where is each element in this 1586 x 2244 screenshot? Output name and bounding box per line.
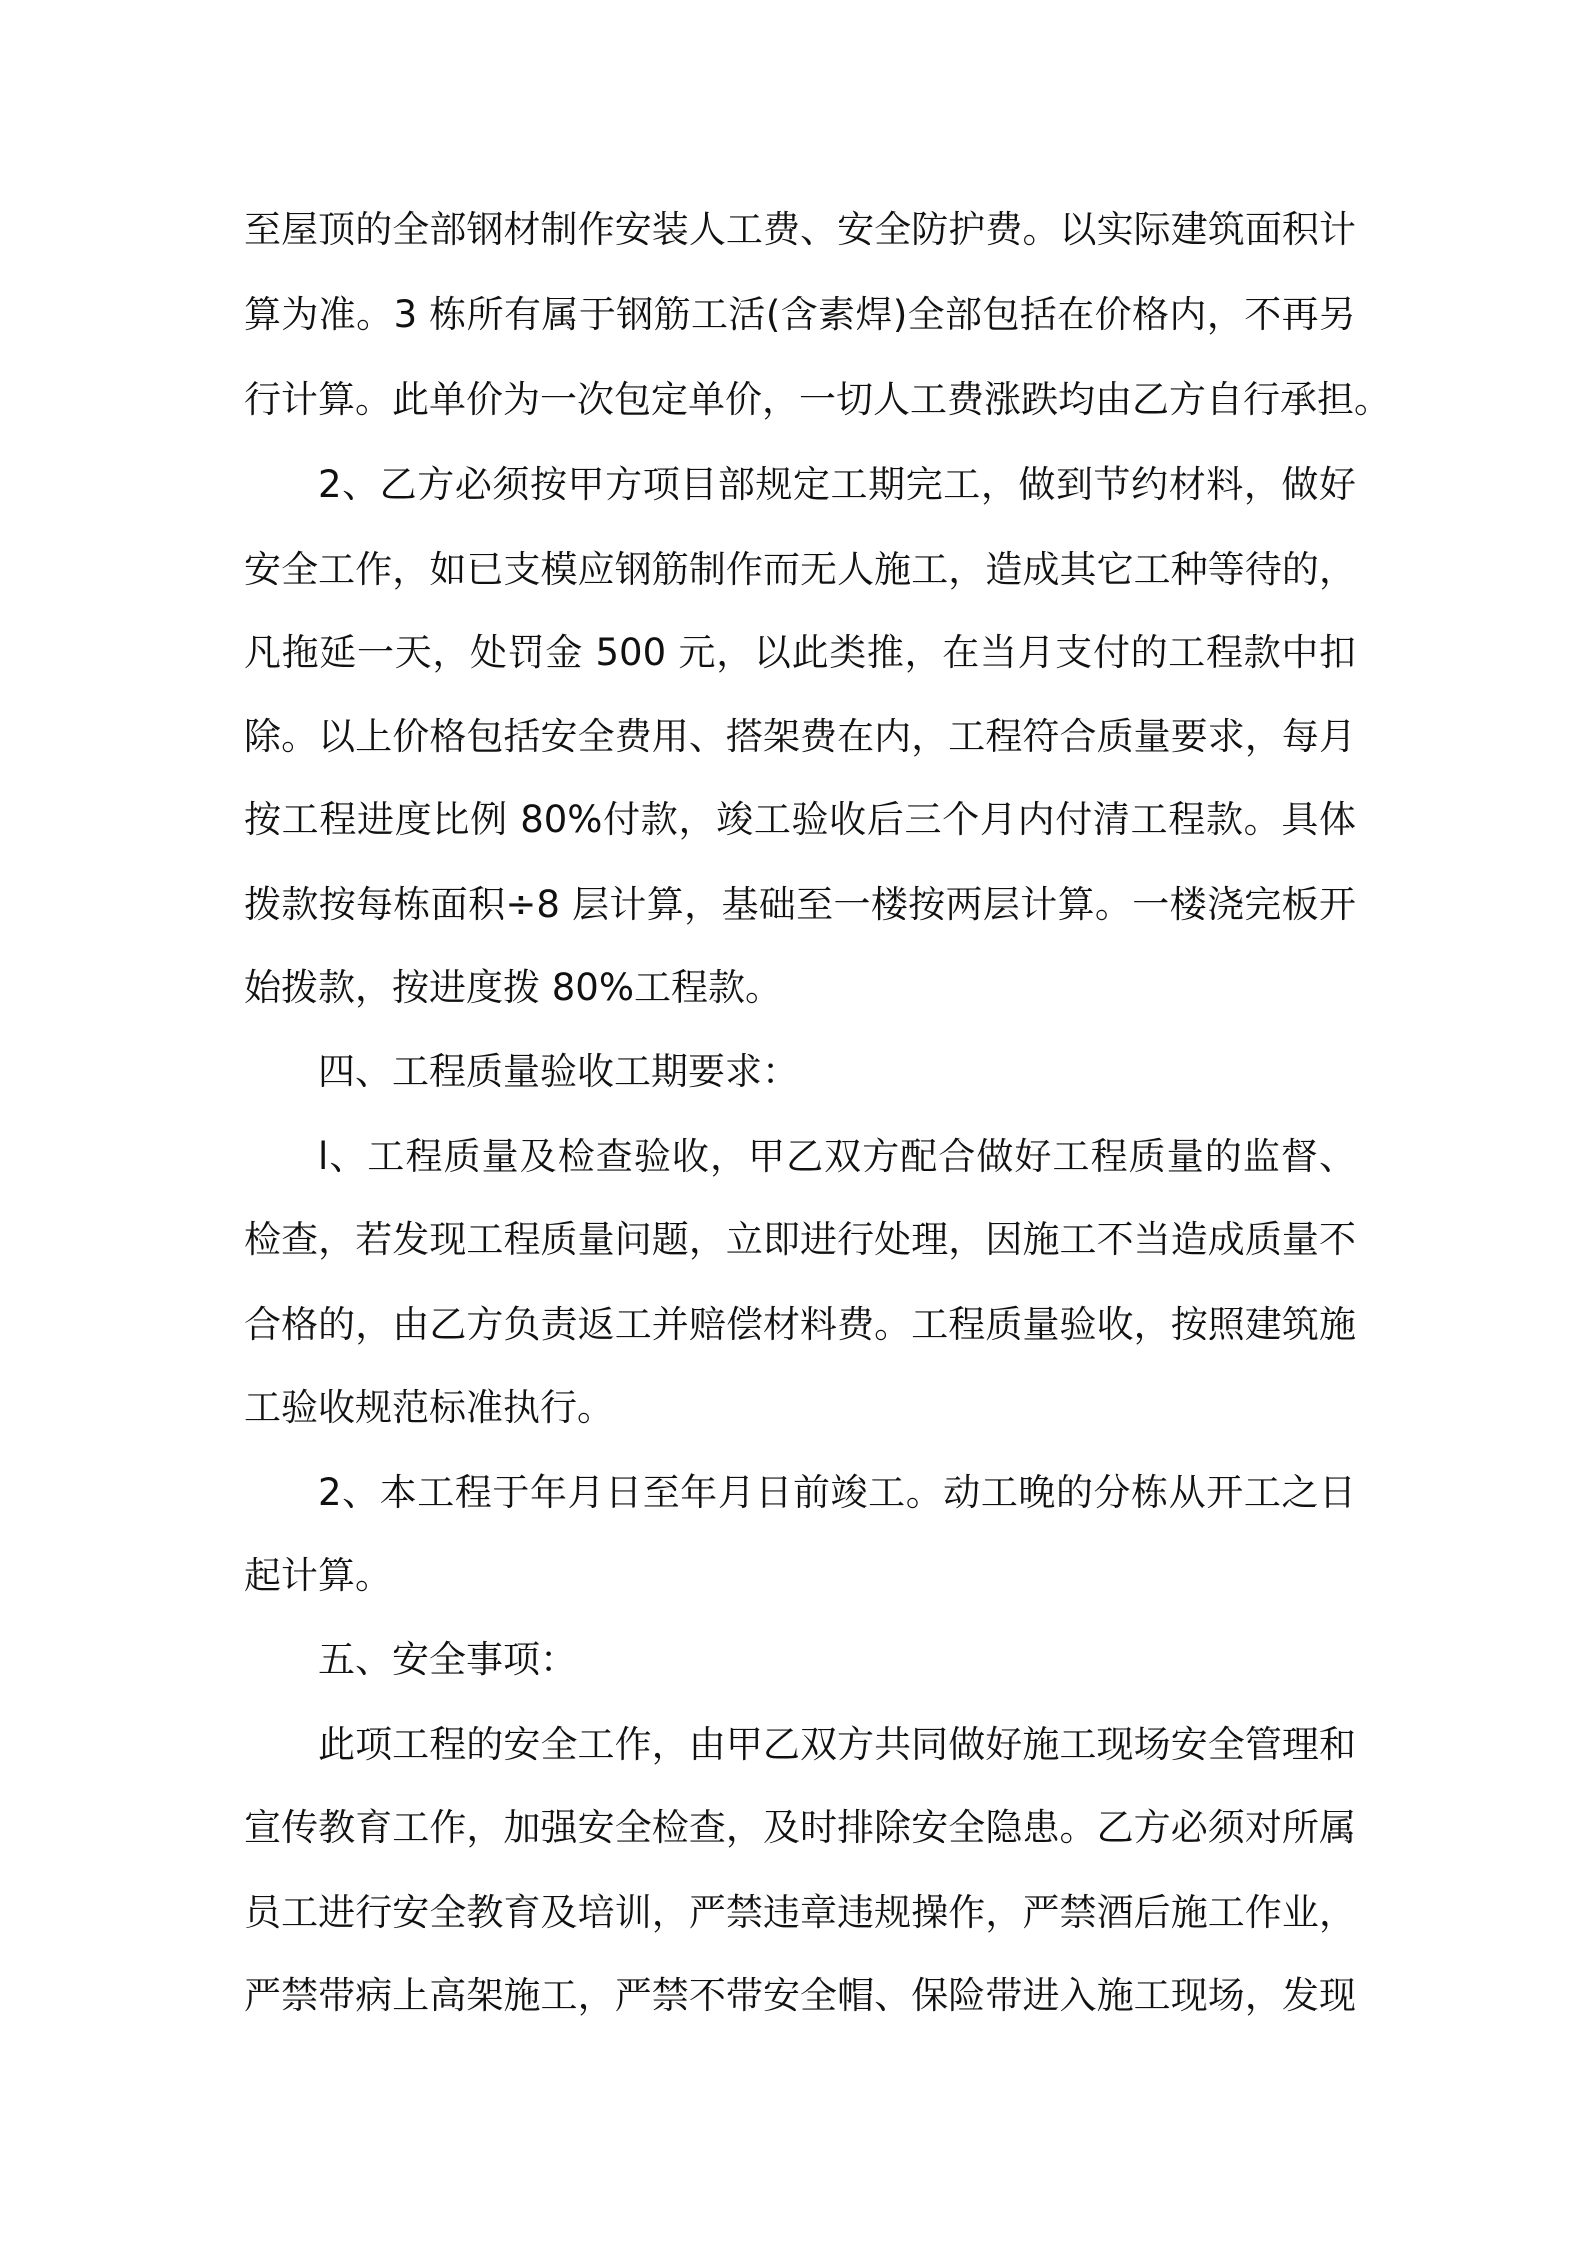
section-heading: 五、安全事项： bbox=[318, 1638, 577, 1681]
numbered-item: 2、乙方必须按甲方项目部规定工期完工，做到节约材料，做好 bbox=[318, 463, 1356, 506]
section-heading: 四、工程质量验收工期要求： bbox=[318, 1050, 799, 1093]
text-line: 凡拖延一天，处罚金 500 元，以此类推，在当月支付的工程款中扣 bbox=[244, 631, 1356, 674]
numbered-item: 2、本工程于年月日至年月日前竣工。动工晚的分栋从开工之日 bbox=[318, 1471, 1356, 1514]
text-line: 至屋顶的全部钢材制作安装人工费、安全防护费。以实际建筑面积计 bbox=[244, 208, 1356, 251]
text-line: 拨款按每栋面积÷8 层计算，基础至一楼按两层计算。一楼浇完板开 bbox=[244, 883, 1356, 926]
text-line: 宣传教育工作，加强安全检查，及时排除安全隐患。乙方必须对所属 bbox=[244, 1806, 1356, 1849]
text-line: 算为准。3 栋所有属于钢筋工活(含素焊)全部包括在价格内，不再另 bbox=[244, 293, 1356, 336]
numbered-item: l、工程质量及检查验收，甲乙双方配合做好工程质量的监督、 bbox=[318, 1135, 1356, 1178]
text-line: 合格的，由乙方负责返工并赔偿材料费。工程质量验收，按照建筑施 bbox=[244, 1303, 1356, 1346]
text-line: 除。以上价格包括安全费用、搭架费在内，工程符合质量要求，每月 bbox=[244, 715, 1356, 758]
text-line: 按工程进度比例 80%付款，竣工验收后三个月内付清工程款。具体 bbox=[244, 798, 1356, 841]
text-line: 安全工作，如已支模应钢筋制作而无人施工，造成其它工种等待的， bbox=[244, 548, 1356, 591]
text-line: 工验收规范标准执行。 bbox=[244, 1386, 614, 1429]
text-line: 员工进行安全教育及培训，严禁违章违规操作，严禁酒后施工作业， bbox=[244, 1891, 1356, 1934]
text-line: 始拨款，按进度拨 80%工程款。 bbox=[244, 966, 782, 1009]
paragraph-start: 此项工程的安全工作，由甲乙双方共同做好施工现场安全管理和 bbox=[318, 1723, 1356, 1766]
text-line: 检查，若发现工程质量问题，立即进行处理，因施工不当造成质量不 bbox=[244, 1218, 1356, 1261]
text-line: 行计算。此单价为一次包定单价，一切人工费涨跌均由乙方自行承担。 bbox=[244, 378, 1391, 421]
text-line: 起计算。 bbox=[244, 1554, 392, 1597]
text-line: 严禁带病上高架施工，严禁不带安全帽、保险带进入施工现场，发现 bbox=[244, 1974, 1356, 2017]
